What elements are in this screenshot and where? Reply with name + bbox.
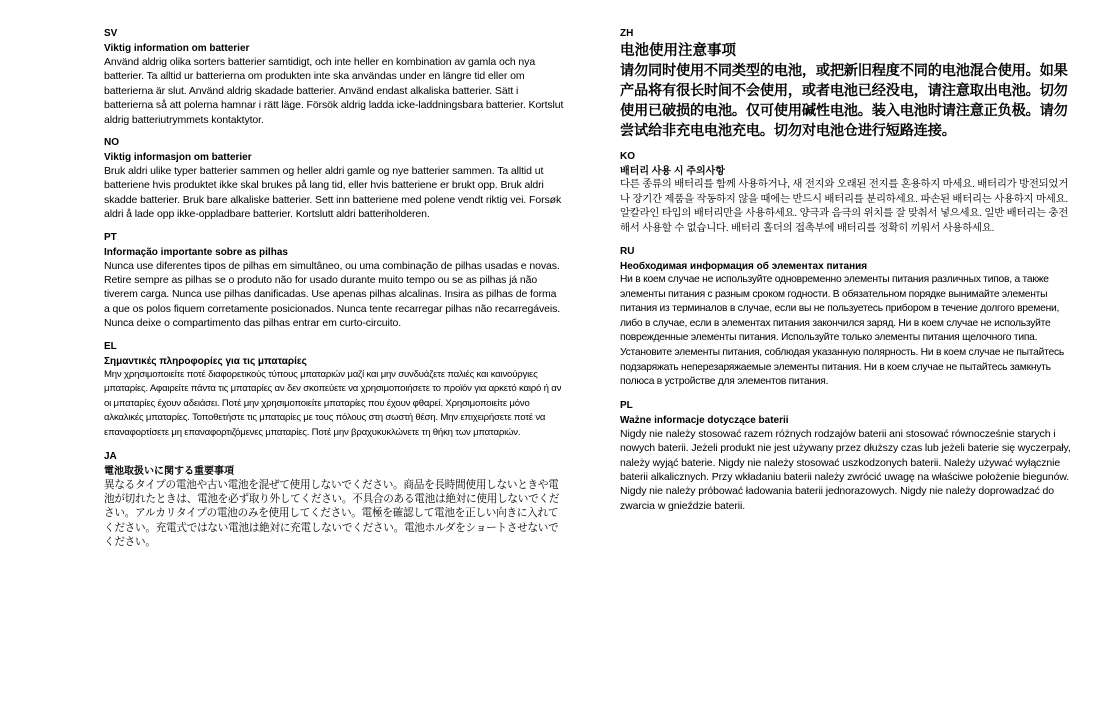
section-body: 다른 종류의 배터리를 함께 사용하거나, 새 전지와 오래된 전지를 혼용하지 마세요. 배터리가 방전되었거나 장기간 제품을 작동하지 않을 때에는 반드시 배터리를 분리하세요. 파손된 배터리는 사용하지 마세요. 알칼라인 타입의 배터리만을 사용하세요. 양극과 음극의 위치를 잘 맞춰서 넣으세요. 일반 배터리는 충전해서 사용할 수 없습니다. 배터리 홀더의 접촉부에 배터리를 정확히 끼워서 사용하세요. xyxy=(620,179,1068,234)
language-code: KO xyxy=(620,151,635,162)
section-title: 배터리 사용 시 주의사항 xyxy=(620,166,725,177)
section-sv xyxy=(104,28,564,127)
left-column xyxy=(104,28,564,559)
section-no xyxy=(104,137,564,222)
section-body: Μην χρησιμοποιείτε ποτέ διαφορετικούς τύπους μπαταριών μαζί και μην συνδυάζετε παλιές και καινούργιες μπαταρίες. Αφαιρείτε πάντα τις μπαταρίες αν δεν σκοπεύετε να χρησιμοποιήσετε το προϊόν για αρκετό καιρό ή αν οι μπαταρίες έχουν αδειάσει. Ποτέ μην χρησιμοποιείτε μπαταρίες που έχουν φθαρεί. Χρησιμοποιείτε μόνο αλκαλικές μπαταρίες. Τοποθετήστε τις μπαταρίες με τους πόλους στη σωστή θέση. Μην επιχειρήσετε ποτέ να επαναφορτίσετε μη επαναφορτιζόμενες μπαταρίες. Ποτέ μην βραχυκυκλώνετε τη θήκη των μπαταριών. xyxy=(104,368,562,439)
section-body: 请勿同时使用不同类型的电池，或把新旧程度不同的电池混合使用。如果产品将有很长时间不会使用，或者电池已经没电，请注意取出电池。切勿使用已破损的电池。仅可使用碱性电池。装入电池时请注意正负极。请勿尝试给非充电电池充电。切勿对电池仓进行短路连接。 xyxy=(620,63,1068,139)
language-code: SV xyxy=(104,28,118,39)
section-body: Nigdy nie należy stosować razem różnych rodzajów baterii ani stosować równocześnie starych i nowych baterii. Jeżeli produkt nie jest używany przez dłuższy czas lub jeżeli baterie się wyczerpały, należy wyjąć baterie. Nigdy nie należy stosować uszkodzonych baterii. Należy używać wyłącznie baterii alkalicznych. Przy wkładaniu baterii należy zwrócić uwagę na właściwe położenie biegunów. Nigdy nie należy próbować ładowania baterii jednorazowych. Nigdy nie należy doprowadzać do zwarcia w gnieździe baterii. xyxy=(620,427,1071,512)
section-body: Ни в коем случае не используйте одновременно элементы питания различных типов, а также элементы питания с разным сроком годности. В обязательном порядке вынимайте элементы питания из терминалов в случае, если вы не пользуетесь прибором в течение долгого времени, либо в случае, если в элементах питания закончился заряд. Ни в коем случае не используйте поврежденные элементы питания. Используйте только элементы питания щелочного типа. Установите элементы питания, соблюдая указанную полярность. Ни в коем случае не пытайтесь подзаряжать неперезаряжаемые элементы питания. Ни в коем случае не пытайтесь замкнуть полюса в устройстве для элементов питания. xyxy=(620,274,1064,388)
section-ja xyxy=(104,451,564,549)
section-title: Σημαντικές πληροφορίες για τις μπαταρίες xyxy=(104,355,307,367)
section-el xyxy=(104,341,564,441)
section-body: 異なるタイプの電池や古い電池を混ぜて使用しないでください。商品を長時間使用しないときや電池が切れたときは、電池を必ず取り外してください。不具合のある電池は絶対に使用しないでください。アルカリタイプの電池のみを使用してください。電極を確認して電池を正しい向きに入れてください。充電式ではない電池は絶対に充電しないでください。電池ホルダをショートさせないでください。 xyxy=(104,478,560,548)
section-body: Nunca use diferentes tipos de pilhas em simultâneo, ou uma combinação de pilhas usadas e novas. Retire sempre as pilhas se o produto não for usado durante muito tempo ou se as pilhas já não tiverem carga. Nunca use pilhas danificadas. Use apenas pilhas alcalinas. Insira as pilhas de forma a que os polos fiquem corretamente posicionados. Nunca tente recarregar pilhas não recarregáveis. Nunca deixe o compartimento das pilhas entrar em curto-circuito. xyxy=(104,259,561,330)
section-pt xyxy=(104,232,564,331)
language-code: PT xyxy=(104,231,117,243)
language-code: ZH xyxy=(620,28,634,39)
section-title: 电池使用注意事项 xyxy=(620,43,736,59)
section-title: Viktig informasjon om batterier xyxy=(104,152,252,164)
language-code: EL xyxy=(104,340,117,352)
section-pl xyxy=(620,400,1075,513)
language-code: NO xyxy=(104,137,119,149)
right-column xyxy=(620,28,1075,523)
section-title: Informação importante sobre as pilhas xyxy=(104,246,288,258)
section-ru xyxy=(620,246,1075,390)
section-ko xyxy=(620,151,1075,236)
language-code: JA xyxy=(104,450,117,462)
section-zh xyxy=(620,28,1075,141)
language-code: RU xyxy=(620,246,635,257)
section-title: Ważne informacje dotyczące baterii xyxy=(620,414,789,426)
language-code: PL xyxy=(620,399,633,411)
section-body: Bruk aldri ulike typer batterier sammen og heller aldri gamle og nye batterier sammen. Ta alltid ut batteriene hvis produktet ikke skal brukes på lang tid, eller hvis batteriene er brukt opp. Bruk aldri skadde batterier. Bruk bare alkaliske batterier. Sett inn batteriene med polene vendt riktig vei. Forsøk aldri å lade opp ikke-oppladbare batterier. Kortslutt aldri batteriholderen. xyxy=(104,165,562,221)
section-title: Необходимая информация об элементах питания xyxy=(620,261,868,272)
section-body: Använd aldrig olika sorters batterier samtidigt, och inte heller en kombination av gamla och nya batterier. Ta alltid ur batterierna om produkten inte ska användas under en längre tid eller om batterierna är slut. Använd aldrig skadade batterier. Använd endast alkaliska batterier. Sätt i batterierna så att polerna hamnar i rätt läge. Försök aldrig ladda icke-laddningsbara batterier. Kortslut aldrig batteriutrymmets kontaktytor. xyxy=(104,56,564,126)
section-title: Viktig information om batterier xyxy=(104,43,250,54)
section-title: 電池取扱いに関する重要事項 xyxy=(104,465,234,477)
